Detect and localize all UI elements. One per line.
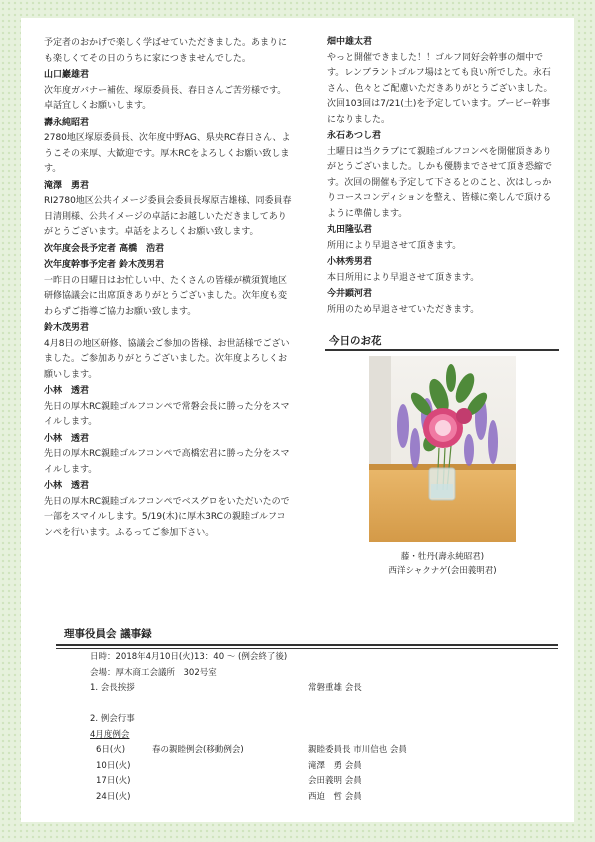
minutes-item2-row	[90, 712, 530, 728]
left-column	[44, 36, 294, 541]
member-name: 今井顕河君	[327, 289, 373, 299]
schedule-date: 6日(火)	[96, 745, 126, 755]
schedule-person: 滝澤 勇 会員	[308, 760, 362, 771]
minutes-month-label: 4月度例会	[90, 729, 130, 740]
minutes-item1-row	[90, 681, 530, 697]
right-column	[327, 34, 559, 318]
message-text: やっと開催できました！！ゴルフ同好会幹事の畑中です。レンブラントゴルフ場はとても良い所でした。永石さん、色々とご配慮いただきありがとうございました。次回103回は7/21(土)を予定しています。ブービー幹事になりました。	[327, 52, 553, 125]
board-minutes-heading: 理事役員会 議事録	[64, 628, 152, 640]
message-text: 所用により早退させて頂きます。	[327, 240, 462, 251]
minutes-month-row	[90, 728, 530, 744]
minutes-datetime: 日時：2018年4月10日(火)13：40 ～ (例会終了後)	[90, 652, 288, 662]
message-text: 先日の厚木RC親睦ゴルフコンペで常磐会長に勝った分をスマイルします。	[44, 401, 290, 427]
minutes-schedule	[90, 743, 530, 805]
member-name: 畑中雄太君	[327, 37, 373, 47]
schedule-date: 17日(火)	[96, 776, 131, 786]
minutes-venue-row	[90, 666, 530, 682]
board-minutes	[90, 650, 530, 805]
minutes-item1-person: 常磐重雄 会長	[308, 683, 362, 693]
member-name: 永石あつし君	[327, 131, 382, 141]
schedule-person: 会田義明 会員	[308, 776, 362, 786]
member-name: 丸田隆弘君	[327, 225, 373, 235]
flower-caption	[369, 550, 516, 578]
schedule-date: 10日(火)	[96, 760, 131, 771]
message-text: RI2780地区公共イメージ委員会委員長塚原吉雄様、同委員春日清則様、公共イメージの卓話にお越しいただきましてありがとうございます。卓話をよろしくお願い致します。	[44, 196, 292, 237]
member-name: 小林秀男君	[327, 257, 373, 267]
flower-caption-line2: 西洋シャクナゲ(会田義明君)	[388, 566, 497, 576]
message-text: 先日の厚木RC親睦ゴルフコンペで高橋宏君に勝った分をスマイルします。	[44, 449, 290, 475]
flower-arrangement-image	[369, 356, 516, 542]
member-name: 次年度幹事予定者 鈴木茂男君	[44, 260, 165, 270]
schedule-row	[90, 790, 530, 806]
message-text: 先日の厚木RC親睦ゴルフコンペでベスグロをいただいたので一部をスマイルします。5/19(木)に厚木3RCの親睦ゴルフコンペを行います。ふるってご参加下さい。	[44, 496, 290, 538]
minutes-spacer	[90, 697, 530, 713]
member-name: 小林 透君	[44, 481, 90, 491]
minutes-item2-label: 2. 例会行事	[90, 714, 135, 724]
member-name: 鈴木茂男君	[44, 323, 90, 333]
schedule-date: 24日(火)	[96, 791, 131, 802]
member-name: 壽永純昭君	[44, 117, 90, 128]
minutes-item1-label: 1. 会長挨拶	[90, 683, 135, 693]
schedule-row	[90, 743, 530, 759]
message-text: 次年度ガバナー補佐、塚原委員長、春日さんご苦労様です。卓話宜しくお願いします。	[44, 85, 287, 111]
flower-caption-line1: 藤・牡丹(壽永純昭君)	[400, 552, 485, 562]
minutes-divider	[56, 644, 558, 649]
message-text: 所用のため早退させていただきます。	[327, 304, 480, 315]
schedule-row	[90, 759, 530, 775]
schedule-event: 春の親睦例会(移動例会)	[152, 745, 244, 755]
schedule-person: 親睦委員長 市川信也 会員	[308, 745, 407, 755]
member-name: 滝澤 勇君	[44, 180, 90, 191]
member-name: 次年度会長予定者 高橋 浩君	[44, 243, 165, 254]
message-text: 土曜日は当クラブにて親睦ゴルフコンペを開催頂きありがとうございました。しかも優勝までさせて頂き恐縮です。次回の開催も予定して下さるとのこと、次はしっかりコースコンディションを整え、皆様に楽しんで頂けるように準備します。	[327, 146, 553, 219]
member-name: 山口巖雄君	[44, 70, 90, 80]
member-name: 小林 透君	[44, 386, 90, 396]
flower-photo	[369, 356, 516, 542]
minutes-venue: 会場：厚木商工会議所 302号室	[90, 667, 217, 678]
message-text: 予定者のおかげで楽しく学ばせていただきました。あまりにも楽しくてその日のうちに家につきませんでした。	[44, 38, 288, 64]
member-name: 小林 透君	[44, 433, 90, 444]
schedule-person: 西迫 哲 会員	[308, 791, 362, 802]
message-text: 4月8日の地区研修、協議会ご参加の皆様、お世話様でございました。ご参加ありがとうございました。次年度よろしくお願いします。	[44, 338, 290, 380]
message-text: 一昨日の日曜日はお忙しい中、たくさんの皆様が横須賀地区研修協議会に出席頂きありがとうございました。次年度も変わらずご指導ご協力お願い致します。	[44, 275, 288, 317]
message-text: 本日所用により早退させて頂きます。	[327, 272, 480, 283]
minutes-datetime-row	[90, 650, 530, 666]
schedule-row	[90, 774, 530, 790]
message-text: 2780地区塚原委員長、次年度中野AG、県央RC春日さん、ようこその来厚、大歓迎です。厚木RCをよろしくお願い致します。	[44, 133, 291, 174]
todays-flower-heading: 今日のお花	[325, 333, 559, 351]
